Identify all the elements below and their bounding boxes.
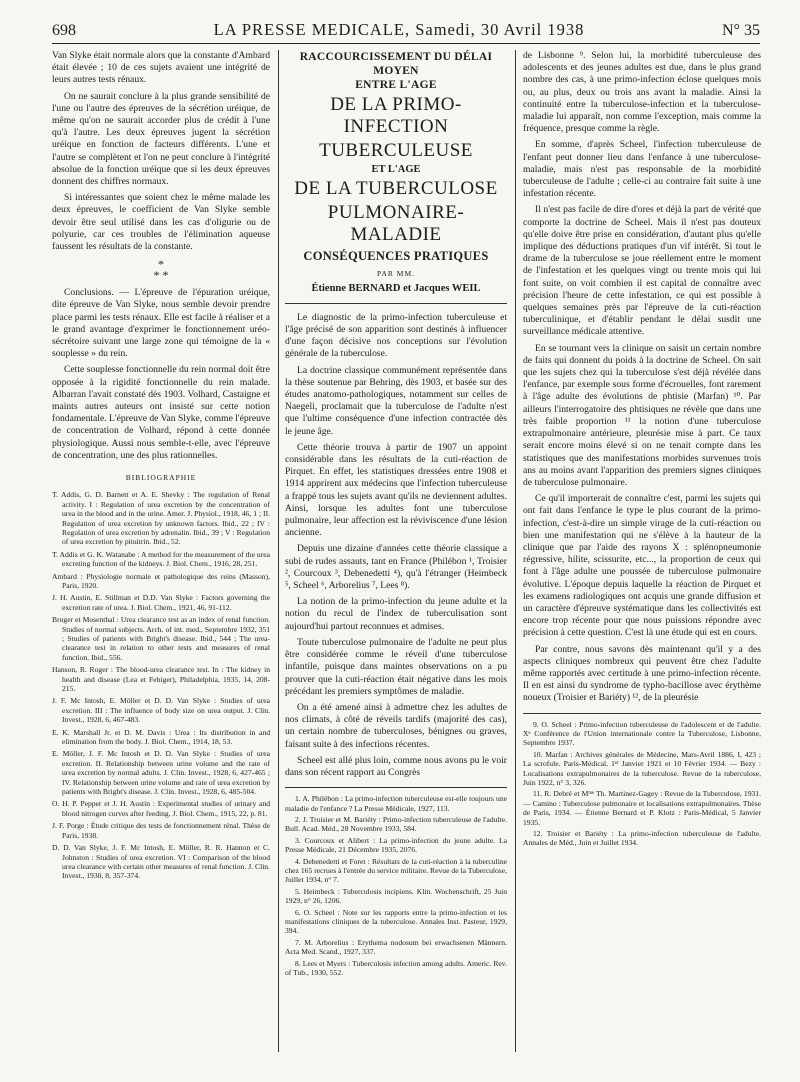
paragraph: La notion de la primo-infection du jeune adulte et la notion du recul de l'index de tuberculisation sont aujourd'hui partout reconnues et admises. <box>285 596 507 632</box>
footnote: 8. Lees et Myers : Tuberculosis infection among adults. Americ. Rev. of Tub., 1930, 552. <box>285 958 507 978</box>
subtitle: CONSÉQUENCES PRATIQUES <box>303 249 489 264</box>
column-middle <box>285 50 507 1064</box>
title-line: DE LA TUBERCULOSE <box>294 178 498 200</box>
footnotes <box>523 713 761 848</box>
paragraph: En somme, d'après Scheel, l'infection tuberculeuse de l'enfant peut donner lieu dans l'enfance à une tuberculose-maladie, mais n'est pas responsable de la morbidité tuberculeuse de l'adulte ; celle-ci au contraire fait suite à une infestation récente. <box>523 139 761 200</box>
paragraph: Scheel est allé plus loin, comme nous avons pu le voir dans son récent rapport au Congrès <box>285 754 507 778</box>
reference: Bruger et Mosenthal : Urea clearance test as an index of renal function. Studies of normal subjects. Arch. of int. med., Septembre 1932, 351 ; Studies of patients with Bright's disease. Ibid., 544 ; The urea-clearance test in relation to other tests and measures of renal function. Ibid., 556. <box>52 615 270 662</box>
title-line: TUBERCULEUSE <box>319 140 473 161</box>
paragraph: La doctrine classique communément représentée dans la thèse soutenue par Behring, dès 1903, et basée sur des études anatomo-pathologiques, notamment sur celles de Naegeli, proclamait que la tuberculose de l'adulte n'est que l'ultime conséquence d'une infection contractée dès le jeune âge. <box>285 364 507 437</box>
column-divider <box>515 50 516 1052</box>
page-header <box>52 14 760 44</box>
reference: O. H. P. Pepper et J. H. Austin : Experimental studies of urinary and blood nitrogen curves after feeding. J. Biol. Chem., 1915, 22, p. 81. <box>52 799 270 818</box>
footnote: 9. O. Scheel : Primo-infection tuberculeuse de l'adolescent et de l'adulte. Xᵉ Conférence de l'Union internationale contre la Tuberculose, Lisbonne, Septembre 1937. <box>523 719 761 748</box>
footnote: 4. Debenedetti et Foret : Résultats de la cuti-réaction à la tuberculine chez 165 recrues à l'entrée du service militaire. Revue de la Tuberculose, Juillet 1934, n° 7. <box>285 856 507 885</box>
paragraph: Toute tuberculose pulmonaire de l'adulte ne peut plus être considérée comme le réveil d'une tuberculose infantile, puisque dans maintes observations on a pu prouver que la cuti-réaction était négative dans les mois précédant les premiers symptômes de maladie. <box>285 636 507 697</box>
footnote: 11. R. Debré et Mᵐᵉ Th. Martinez-Gagey : Revue de la Tuberculose, 1931. — Camino : Tuberculose pulmonaire et localisations extrapulmonaires. Thèse de Paris, 1934. — Étienne Bernard et P. Klotz : Paris-Médical, 5 Janvier 1935. <box>523 789 761 827</box>
title-line: ET L'AGE <box>371 164 421 175</box>
footnote: 5. Heimbeck : Tuberculosis incipiens. Klin. Wochenschrift, 25 Juin 1929, n° 26, 1206. <box>285 886 507 906</box>
bibliography-heading: BIBLIOGRAPHIE <box>125 473 197 483</box>
column-right <box>523 50 761 1064</box>
paragraph: Par contre, nous savons dès maintenant qu'il y a des aspects cliniques nombreux qui peuvent être chez l'adulte même rapportés avec certitude à une primo-infection récente. Il en est ainsi du syndrome de typho-bacillose avec érythème noueux (Troisier et Bariéty) ¹², de la pleurésie <box>523 643 761 704</box>
issue-number: N° 35 <box>722 22 760 39</box>
paragraph: Le diagnostic de la primo-infection tuberculeuse et l'âge précisé de son apparition sont destinés à influencer d'une façon décisive nos conceptions sur l'évolution générale de la tuberculose. <box>285 311 507 360</box>
title-line: PULMONAIRE-MALADIE <box>327 202 465 246</box>
reference: E. K. Marshall Jr. et D. M. Davis : Urea : Its distribution in and elimination from the body. J. Biol. Chem., 1914, 18, 53. <box>52 727 270 747</box>
reference: Ambard : Physiologie normale et pathologique des reins (Masson), Paris, 1920. <box>52 571 270 590</box>
title-line: RACCOURCISSEMENT DU DÉLAI MOYEN <box>299 51 493 77</box>
page-number: 698 <box>52 22 76 39</box>
paragraph: On ne saurait conclure à la plus grande sensibilité de l'une ou l'autre des épreuves de la sécrétion uréique, de même qu'on ne saurait accorder plus de crédit à l'une qu'à l'autre. Les deux épreuves jugent la sécrétion uréique en fonction de facteurs différents. L'une et l'autre se complètent et l'on ne peut conclure à l'intégrité absolue de la fonction uréique que si les deux épreuves donnent des chiffres normaux. <box>52 90 270 188</box>
title-line: DE LA PRIMO-INFECTION <box>330 94 462 137</box>
paragraph: Si intéressantes que soient chez le même malade les deux épreuves, le coefficient de Van Slyke semble devoir être seul utilisé dans les cas d'oligurie ou de polyurie, car ces troubles de l'élimination aqueuse faussent les résultats de la constante. <box>52 192 270 253</box>
paragraph: de Lisbonne ⁹. Selon lui, la morbidité tuberculeuse des adolescents et des jeunes adultes est due, dans le plus grand nombre des cas, à une primo-infection éclose quelques mois ou, au plus, deux ou trois ans avant la maladie. Ainsi la continuité entre la tuberculose-infection et la tuberculose-maladie lui apparaît, non comme l'exception, mais comme la fréquence, presque comme la règle. <box>523 50 761 135</box>
article-title-block <box>285 50 507 304</box>
conclusion-paragraph: Cette souplesse fonctionnelle du rein normal doit être opposée à la rigidité fonctionnelle du rein malade. Albarran l'avait constaté dès 1903. Volhard, Castaigne et maints autres auteurs ont insisté sur cette notion fondamentale. L'épreuve de Van Slyke, comme l'épreuve de concentration de Volhard, répond à cette donnée physiologique. Aussi nous semble-t-elle, avec l'épreuve de concentration, une des plus rationnelles. <box>52 364 270 461</box>
column-left <box>52 50 270 1064</box>
reference: J. F. Porge : Étude critique des tests de fonctionnement rénal. Thèse de Paris, 1938. <box>52 821 270 840</box>
footnotes <box>285 787 507 977</box>
section-separator-stars: * * * <box>153 257 169 283</box>
byline-prefix: PAR MM. <box>377 269 415 279</box>
reference: E. Möller, J. F. Mc Intosh et D. D. Van Slyke : Studies of urea excretion. II. Relationship between urine volume and the rate of urea excretion by normal adults. J. Clin. Invest., 1928, 6, 427-465 ; IV. Relationship between urine volume and rate of urea excretion by patients with Bright's disease. J. Clin. Invest., 1928, 6, 485-504. <box>52 749 270 797</box>
footnote: 2. J. Troisier et M. Bariéty : Primo-infection tuberculeuse de l'adulte. Bull. Acad. Méd., 28 Novembre 1933, 584. <box>285 814 507 834</box>
paragraph: Van Slyke était normale alors que la constante d'Ambard était élevée ; 10 de ces sujets avaient une intégrité de leurs autres tests rénaux. <box>52 50 270 86</box>
reference: J. F. Mc Intosh, E. Möller et D. D. Van Slyke : Studies of urea excretion. III : The influence of body size on urea output. J. Clin. Invest., 1928, 6, 467-483. <box>52 696 270 725</box>
paragraph: On a été amené ainsi à admettre chez les adultes de nos climats, à côté de réveils tardifs (majorité des cas), un certain nombre de tuberculoses, bénignes ou graves, faisant suite à des infections récentes. <box>285 701 507 750</box>
paragraph: Cette théorie trouva à partir de 1907 un appoint considérable dans les résultats de la cuti-réaction de Pirquet. En effet, les statistiques dressées entre 1908 et 1914 apprirent aux médecins que l'infection tuberculeuse a frappé tous les sujets avant qu'ils ne deviennent adultes. Ainsi, lorsque les adultes font une tuberculose pulmonaire, leur affection est la réviviscence d'une lésion ancienne. <box>285 441 507 539</box>
footnote: 10. Marfan : Archives générales de Médecine, Mars-Avril 1886, I, 423 ; La scrofule. Paris-Médical, 1ᵉʳ Janvier 1921 et 10 Février 1934. — Bezy : Localisations extrapulmonaires de la tuberculose. Revue de la tuberculose, Juin 1922, n° 3, 326. <box>523 749 761 787</box>
paragraph: Depuis une dizaine d'années cette théorie classique a subi de rudes assauts, tant en France (Philébon ¹, Troisier ², Courcoux ³, Debenedetti ⁴), qu'à l'étranger (Heimbeck ⁵, Scheel ⁶, Arborelius ⁷, Lees ⁸). <box>285 543 507 592</box>
reference: T. Addis, G. D. Barnett et A. E. Shevky : The regulation of Renal activity. I : Regulation of urea excretion by the concentration of urea in the blood and in the urine. Amer. J. Physiol., 1918, 46, 1 ; II. Regulation of urea excretion by unknown factors. Ibid., 22 ; IV : Regulation of urea excretion by adrenalin. Ibid., 39 ; V : Regulation of urea excretion by pituitrin. Ibid., 52. <box>52 490 270 547</box>
footnote: 3. Courcoux et Alibert : La primo-infection du jeune adulte. La Presse Médicale, 21 Décembre 1935, 2076. <box>285 835 507 855</box>
reference: D. D. Van Slyke, J. F. Mc Intosh, E. Möller, R. R. Hannon et C. Johnston : Studies of urea excretion. VI : Comparison of the blood urea clearance with certain other measures of renal function. J. Clin. Invest., 1930, 8, 357-374. <box>52 843 270 881</box>
paragraph: Ce qu'il importerait de connaître c'est, parmi les sujets qui ont fait dans l'enfance le type le plus courant de la primo-infection, c'est-à-dire un simple virage de la cuti-réaction ou bien une manifestation qui ne s'élève à la hauteur de la clinique que par l'aide des rayons X : splénopneumonie régressive, hilite, scissurite, etc..., la proportion de ceux qui font à l'âge adulte une poussée de tuberculose pulmonaire évolutive. L'époque depuis laquelle la réaction de Pirquet et les examens radiologiques ont acquis une grande diffusion et un caractère d'épreuve systématique dans les collectivités est encore trop récente pour que nous puissions répondre avec précision à cette question. C'est là une étude qui est en cours. <box>523 493 761 639</box>
footnote: 6. O. Scheel : Note sur les rapports entre la primo-infection et les manifestations cliniques de la tuberculose. Annales Inst. Pasteur, 1929, 394. <box>285 907 507 936</box>
journal-title: LA PRESSE MEDICALE, Samedi, 30 Avril 1938 <box>213 20 585 39</box>
title-line: ENTRE L'AGE <box>355 79 437 91</box>
reference: Hanson, R. Roger : The blood-urea clearance test. In : The kidney in health and disease (Lea et Febiger), Philadelphia, 1935, 14, 208-215. <box>52 665 270 694</box>
reference: T. Addis et G. K. Watanabe : A method for the measurement of the urea excreting function of the kidneys. J. Biol. Chem., 1916, 28, 251. <box>52 549 270 569</box>
footnote: 1. A. Philébon : La primo-infection tuberculeuse est-elle toujours une maladie de l'enfance ? La Presse Médicale, 1927, 113. <box>285 794 507 813</box>
authors: Étienne BERNARD et Jacques WEIL <box>311 282 481 294</box>
paragraph: En se tournant vers la clinique on saisit un certain nombre de faits qui donnent du poids à la doctrine de Scheel. On sait que les sujets chez qui la tuberculose s'est déjà révélée dans l'enfance, par exemple sous forme d'écrouelles, font rarement à l'âge adulte des évolutions de phtisie (Marfan) ¹⁰. Par ailleurs l'interrogatoire des phtisiques ne révèle que dans une très faible proportion ¹¹ la notion d'une tuberculose extrapulmonaire antérieure, pleurésie mise à part. Ce taux serait encore moins élevé si on ne tenait compte dans les statistiques que des manifestations morbides survenues trois ans au moins avant l'apparition des premiers signes cliniques de tuberculose pulmonaire. <box>523 342 761 488</box>
column-divider <box>278 50 279 1052</box>
footnote: 12. Troisier et Bariéty : La primo-infection tuberculeuse de l'adulte. Annales de Méd., Juin et Juillet 1934. <box>523 829 761 848</box>
paragraph: Il n'est pas facile de dire d'ores et déjà la part de vérité que comporte la doctrine de Scheel. Mais il n'est pas douteux qu'elle doive être prise en considération, d'autant plus qu'elle implique des déductions pratiques d'un vif intérêt. Si tout le drame de la tuberculose se joue réellement entre le moment de l'infestation et les quelques vingt ou trente mois qui lui font suite, on voit combien il est capital de connaître avec précision l'heure de cette infestation, ce qui est possible à quelques semaines près par l'épreuve de la cuti-réaction tuberculinique, et d'établir pendant le délai susdit une surveillance médicale attentive. <box>523 204 761 338</box>
conclusion-paragraph: Conclusions. — L'épreuve de l'épuration uréique, dite épreuve de Van Slyke, nous semble devoir prendre place parmi les tests rénaux. Elle est facile à réaliser et a le grand avantage d'exprimer le fonctionnement uréo-sécrétoire suivant une large zone qui témoigne de la « souplesse » du rein. <box>52 287 270 360</box>
reference: J. H. Austin, E. Stillman et D.D. Van Slyke : Factors governing the excretion rate of urea. J. Biol. Chem., 1921, 46, 91-112. <box>52 593 270 612</box>
footnote: 7. M. Arborelius : Erythema nodosum bei erwachsenen Männern. Acta Med. Scand., 1927, 337. <box>285 937 507 957</box>
